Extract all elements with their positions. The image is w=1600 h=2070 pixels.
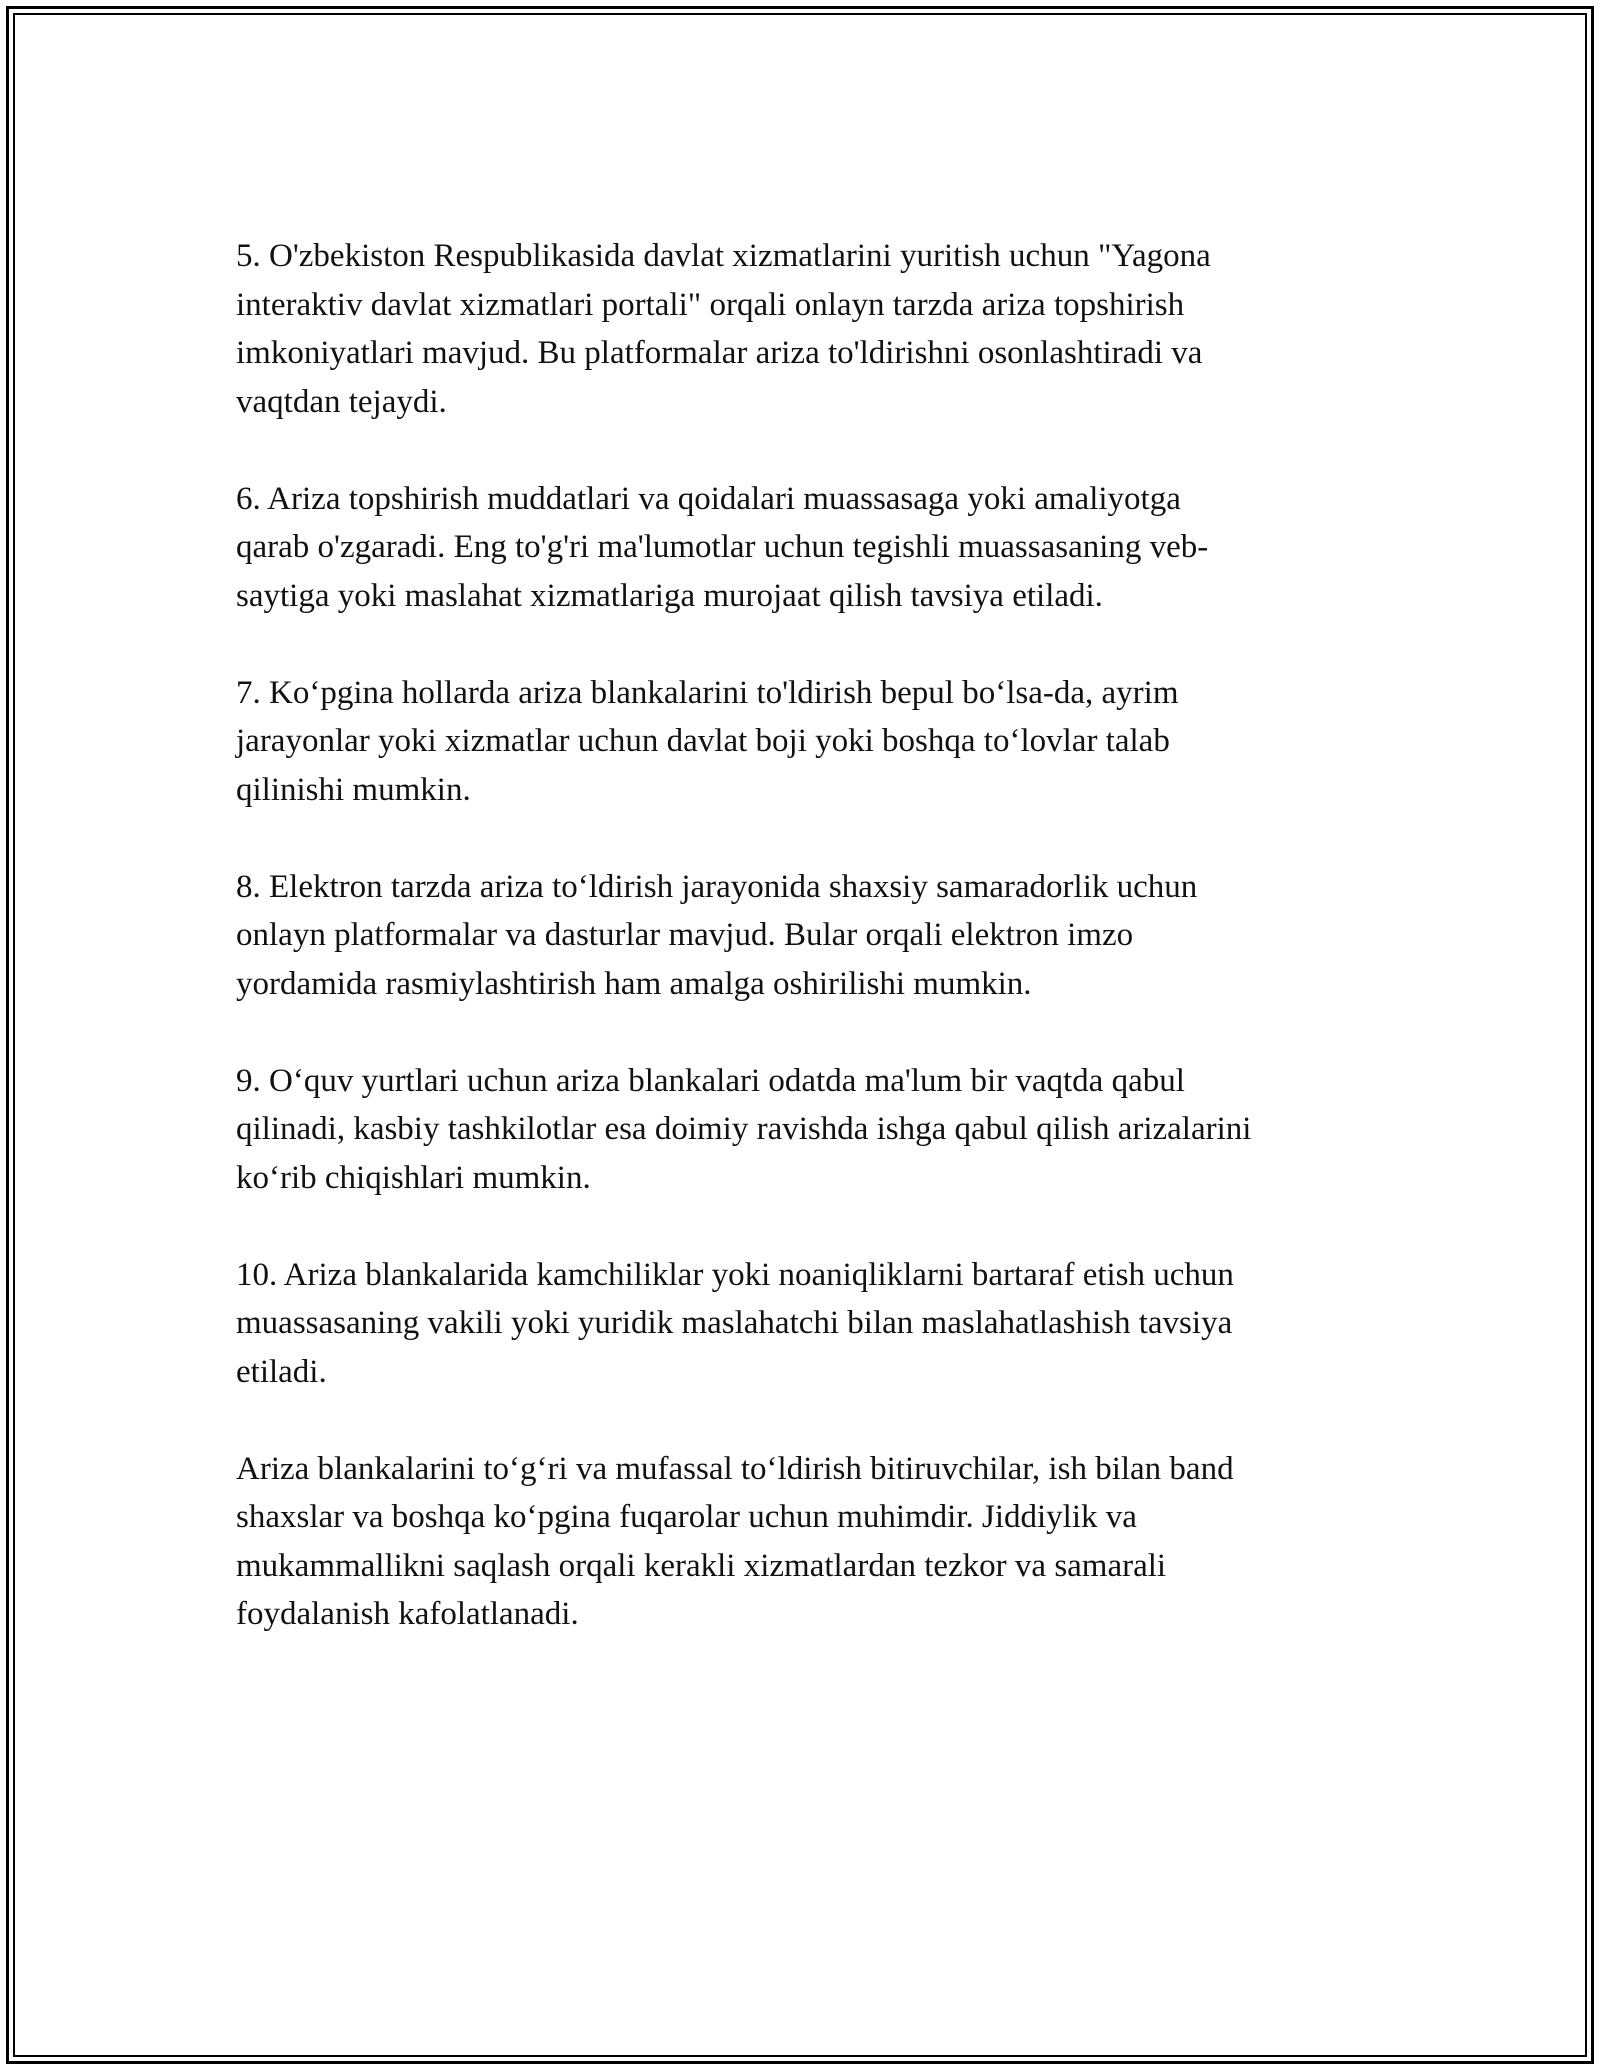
paragraph-item-6 bbox=[236, 475, 1376, 621]
text-line: 8. Elektron tarzda ariza to‘ldirish jarayonida shaxsiy samaradorlik uchun bbox=[236, 868, 1198, 905]
text-line: muassasaning vakili yoki yuridik maslahatchi bilan maslahatlashish tavsiya bbox=[236, 1305, 1233, 1341]
paragraph-item-8 bbox=[236, 863, 1376, 1009]
paragraph-item-5 bbox=[236, 232, 1376, 426]
text-line: imkoniyatlari mavjud. Bu platformalar ariza to'ldirishni osonlashtiradi va bbox=[236, 335, 1203, 371]
text-line: mukammallikni saqlash orqali kerakli xizmatlardan tezkor va samarali bbox=[236, 1547, 1167, 1584]
text-line: qilinishi mumkin. bbox=[236, 771, 471, 808]
text-line: interaktiv davlat xizmatlari portali" orqali onlayn tarzda ariza topshirish bbox=[236, 286, 1185, 323]
text-line: yordamida rasmiylashtirish ham amalga oshirilishi mumkin. bbox=[236, 965, 1032, 1002]
text-line: 7. Ko‘pgina hollarda ariza blankalarini to'ldirish bepul bo‘lsa-da, ayrim bbox=[236, 674, 1179, 711]
text-line: 10. Ariza blankalarida kamchiliklar yoki noaniqliklarni bartaraf etish uchun bbox=[236, 1256, 1234, 1293]
text-line: onlayn platformalar va dasturlar mavjud. Bular orqali elektron imzo bbox=[236, 917, 1134, 953]
text-line: qarab o'zgaradi. Eng to'g'ri ma'lumotlar uchun tegishli muassasaning veb- bbox=[236, 529, 1209, 565]
text-line: Ariza blankalarini to‘g‘ri va mufassal to‘ldirish bitiruvchilar, ish bilan band bbox=[236, 1450, 1234, 1487]
text-line: saytiga yoki maslahat xizmatlariga murojaat qilish tavsiya etiladi. bbox=[236, 577, 1103, 614]
text-line: ko‘rib chiqishlari mumkin. bbox=[236, 1159, 591, 1196]
text-line: foydalanish kafolatlanadi. bbox=[236, 1596, 579, 1632]
paragraph-item-10 bbox=[236, 1251, 1376, 1397]
text-line: qilinadi, kasbiy tashkilotlar esa doimiy ravishda ishga qabul qilish arizalarini bbox=[236, 1111, 1252, 1147]
text-line: vaqtdan tejaydi. bbox=[236, 383, 447, 420]
paragraph-item-9 bbox=[236, 1057, 1376, 1203]
text-line: etiladi. bbox=[236, 1353, 327, 1390]
paragraph-item-7 bbox=[236, 669, 1376, 815]
text-line: shaxslar va boshqa ko‘pgina fuqarolar uchun muhimdir. Jiddiylik va bbox=[236, 1499, 1137, 1535]
text-line: 5. O'zbekiston Respublikasida davlat xizmatlarini yuritish uchun "Yagona bbox=[236, 238, 1211, 274]
paragraph-conclusion bbox=[236, 1445, 1376, 1639]
text-line: 6. Ariza topshirish muddatlari va qoidalari muassasaga yoki amaliyotga bbox=[236, 480, 1181, 517]
document-body bbox=[236, 232, 1376, 1639]
text-line: jarayonlar yoki xizmatlar uchun davlat boji yoki boshqa to‘lovlar talab bbox=[236, 723, 1170, 759]
text-line: 9. O‘quv yurtlari uchun ariza blankalari odatda ma'lum bir vaqtda qabul bbox=[236, 1062, 1185, 1099]
